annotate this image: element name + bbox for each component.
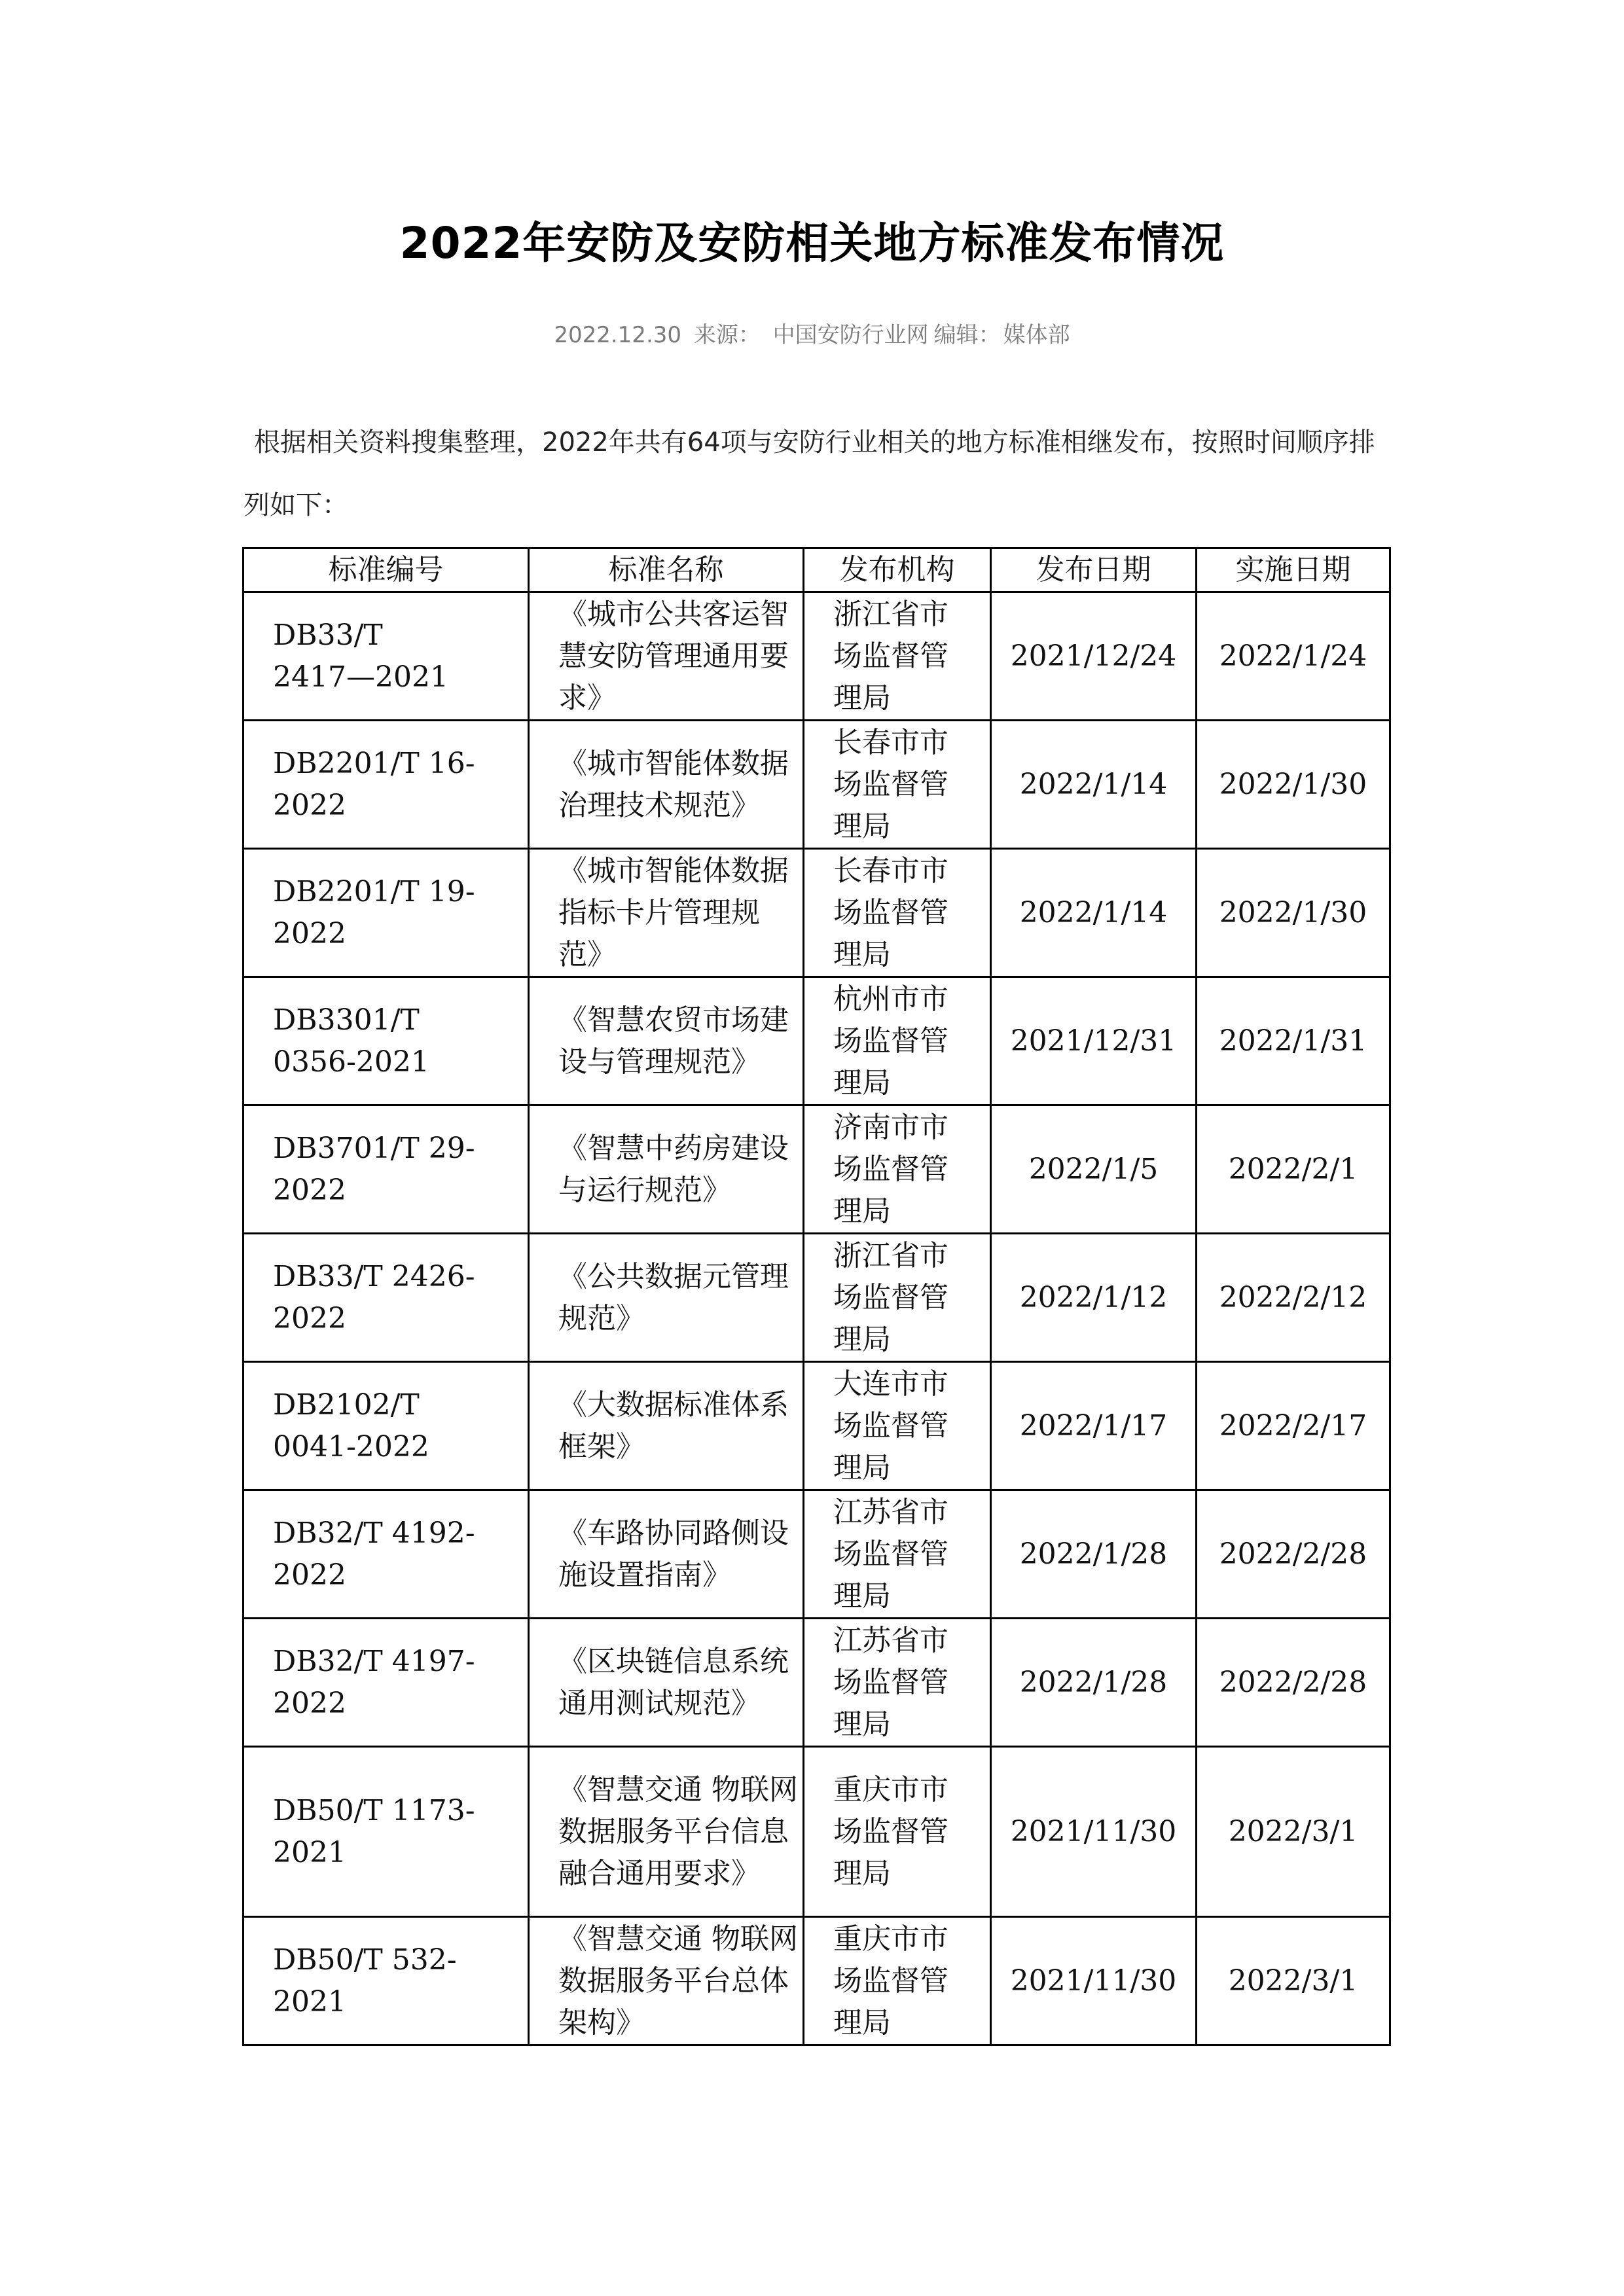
- header-name: 标准名称: [529, 548, 804, 592]
- standard-code-cell: DB3701/T 29-2022: [244, 1105, 529, 1234]
- standard-code-cell: DB33/T 2417—2021: [244, 592, 529, 721]
- intro-paragraph: 根据相关资料搜集整理，2022年共有64项与安防行业相关的地方标准相继发布，按照时间顺序排列如下：: [244, 427, 1375, 520]
- standards-table: [242, 547, 1391, 2046]
- standard-name-cell: 《公共数据元管理规范》: [529, 1234, 804, 1362]
- table-row: [244, 1234, 1390, 1362]
- table-row: [244, 977, 1390, 1105]
- table-row: [244, 1917, 1390, 2045]
- article-meta: [0, 317, 1624, 349]
- publishing-org-cell: 浙江省市场监督管理局: [804, 592, 991, 721]
- standard-name-cell: 《区块链信息系统通用测试规范》: [529, 1619, 804, 1747]
- publish-date-cell: 2022/1/12: [991, 1234, 1197, 1362]
- standard-code-cell: DB32/T 4197-2022: [244, 1619, 529, 1747]
- implement-date-cell: 2022/1/30: [1197, 721, 1390, 849]
- standard-name-cell: 《城市智能体数据指标卡片管理规范》: [529, 849, 804, 977]
- publishing-org-cell: 长春市市场监督管理局: [804, 721, 991, 849]
- standard-name-cell: 《智慧交通 物联网数据服务平台总体架构》: [529, 1917, 804, 2045]
- publishing-org-cell: 浙江省市场监督管理局: [804, 1234, 991, 1362]
- table-row: [244, 1490, 1390, 1619]
- standard-code-cell: DB2201/T 16-2022: [244, 721, 529, 849]
- publishing-org-cell: 杭州市市场监督管理局: [804, 977, 991, 1105]
- publish-date-cell: 2022/1/14: [991, 721, 1197, 849]
- implement-date-cell: 2022/3/1: [1197, 1917, 1390, 2045]
- standard-name-cell: 《城市智能体数据治理技术规范》: [529, 721, 804, 849]
- implement-date-cell: 2022/1/24: [1197, 592, 1390, 721]
- implement-date-cell: 2022/2/28: [1197, 1490, 1390, 1619]
- table-row: [244, 592, 1390, 721]
- standard-code-cell: DB33/T 2426-2022: [244, 1234, 529, 1362]
- table-row: [244, 1362, 1390, 1490]
- header-publish-date: 发布日期: [991, 548, 1197, 592]
- publish-date-cell: 2021/12/31: [991, 977, 1197, 1105]
- publish-date-cell: 2021/12/24: [991, 592, 1197, 721]
- standard-name-cell: 《智慧农贸市场建设与管理规范》: [529, 977, 804, 1105]
- standard-name-cell: 《智慧交通 物联网数据服务平台信息融合通用要求》: [529, 1747, 804, 1917]
- publishing-org-cell: 江苏省市场监督管理局: [804, 1490, 991, 1619]
- standard-code-cell: DB2201/T 19-2022: [244, 849, 529, 977]
- implement-date-cell: 2022/2/12: [1197, 1234, 1390, 1362]
- table-row: [244, 1105, 1390, 1234]
- standard-code-cell: DB50/T 532-2021: [244, 1917, 529, 2045]
- table-row: [244, 849, 1390, 977]
- publishing-org-cell: 长春市市场监督管理局: [804, 849, 991, 977]
- source-name: 中国安防行业网: [772, 322, 929, 348]
- standard-code-cell: DB3301/T 0356-2021: [244, 977, 529, 1105]
- publish-date-cell: 2021/11/30: [991, 1747, 1197, 1917]
- standard-code-cell: DB32/T 4192-2022: [244, 1490, 529, 1619]
- table-row: [244, 1747, 1390, 1917]
- page-title: 2022年安防及安防相关地方标准发布情况: [399, 218, 1225, 268]
- publishing-org-cell: 重庆市市场监督管理局: [804, 1747, 991, 1917]
- implement-date-cell: 2022/2/28: [1197, 1619, 1390, 1747]
- publishing-org-cell: 大连市市场监督管理局: [804, 1362, 991, 1490]
- standard-name-cell: 《车路协同路侧设施设置指南》: [529, 1490, 804, 1619]
- publish-date-cell: 2022/1/14: [991, 849, 1197, 977]
- table-row: [244, 721, 1390, 849]
- publish-date-cell: 2022/1/17: [991, 1362, 1197, 1490]
- standard-name-cell: 《大数据标准体系框架》: [529, 1362, 804, 1490]
- table-body: [244, 592, 1390, 2045]
- publish-date: 2022.12.30: [554, 322, 682, 348]
- editor-name: 媒体部: [1003, 322, 1070, 348]
- publishing-org-cell: 济南市市场监督管理局: [804, 1105, 991, 1234]
- table-row: [244, 1619, 1390, 1747]
- header-implement-date: 实施日期: [1197, 548, 1390, 592]
- standard-code-cell: DB50/T 1173-2021: [244, 1747, 529, 1917]
- editor-label: 编辑：: [933, 322, 1001, 348]
- standard-name-cell: 《智慧中药房建设与运行规范》: [529, 1105, 804, 1234]
- header-code: 标准编号: [244, 548, 529, 592]
- publish-date-cell: 2022/1/28: [991, 1490, 1197, 1619]
- implement-date-cell: 2022/1/30: [1197, 849, 1390, 977]
- standard-name-cell: 《城市公共客运智慧安防管理通用要求》: [529, 592, 804, 721]
- publish-date-cell: 2021/11/30: [991, 1917, 1197, 2045]
- header-org: 发布机构: [804, 548, 991, 592]
- source-label: 来源：: [693, 322, 761, 348]
- implement-date-cell: 2022/2/1: [1197, 1105, 1390, 1234]
- implement-date-cell: 2022/3/1: [1197, 1747, 1390, 1917]
- publish-date-cell: 2022/1/28: [991, 1619, 1197, 1747]
- implement-date-cell: 2022/1/31: [1197, 977, 1390, 1105]
- publish-date-cell: 2022/1/5: [991, 1105, 1197, 1234]
- implement-date-cell: 2022/2/17: [1197, 1362, 1390, 1490]
- standard-code-cell: DB2102/T 0041-2022: [244, 1362, 529, 1490]
- table-header-row: [244, 548, 1390, 592]
- publishing-org-cell: 重庆市市场监督管理局: [804, 1917, 991, 2045]
- publishing-org-cell: 江苏省市场监督管理局: [804, 1619, 991, 1747]
